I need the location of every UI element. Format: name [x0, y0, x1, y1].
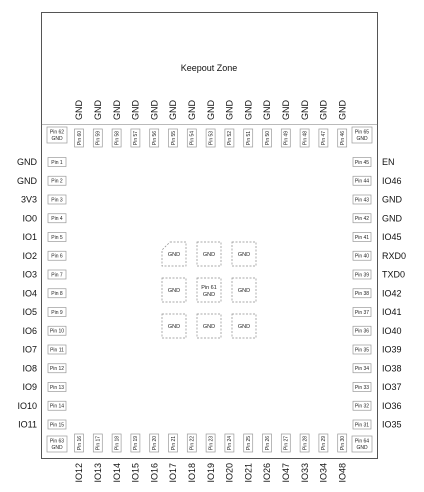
- corner-pin-signal: GND: [356, 445, 368, 451]
- center-ground-pads: [162, 242, 256, 338]
- left-signal-io4: IO4: [22, 288, 37, 299]
- right-pin-label: Pin 41: [354, 234, 370, 241]
- bottom-pin-label: Pin 28: [302, 435, 309, 451]
- left-signal-io2: IO2: [22, 250, 37, 261]
- left-pin-label: Pin 11: [50, 347, 64, 354]
- top-pin-label: Pin 55: [170, 130, 177, 146]
- left-pin-label: Pin 14: [49, 403, 65, 410]
- left-pin-label: Pin 1: [51, 159, 63, 166]
- top-pin-label: Pin 54: [189, 130, 196, 146]
- right-signal-io38: IO38: [382, 363, 402, 374]
- module-outline: [42, 13, 378, 459]
- right-pin-column: [353, 157, 406, 430]
- right-signal-rxd0: RXD0: [382, 250, 407, 261]
- right-signal-txd0: TXD0: [382, 269, 406, 280]
- right-pin-label: Pin 38: [354, 291, 370, 298]
- right-pin-label: Pin 36: [354, 328, 370, 335]
- bottom-pin-label: Pin 17: [95, 435, 102, 451]
- right-signal-gnd: GND: [382, 194, 402, 205]
- right-signal-io37: IO37: [382, 382, 402, 393]
- right-pin-label: Pin 40: [354, 253, 370, 260]
- right-signal-en: EN: [382, 157, 395, 168]
- keepout-zone-label: Keepout Zone: [180, 63, 238, 73]
- left-pin-label: Pin 9: [51, 309, 63, 316]
- bottom-signal-io19: IO19: [205, 463, 216, 483]
- pad-label: GND: [167, 324, 181, 330]
- left-pin-label: Pin 2: [51, 178, 63, 185]
- corner-pin-label: Pin 63: [49, 438, 65, 445]
- left-pin-label: Pin 7: [51, 272, 63, 279]
- bottom-signal-io18: IO18: [187, 463, 197, 483]
- bottom-signal-io21: IO21: [243, 463, 254, 483]
- right-signal-io41: IO41: [382, 307, 402, 318]
- top-pin-label: Pin 57: [133, 130, 140, 146]
- corner-pin-signal: GND: [51, 445, 63, 451]
- left-signal-io10: IO10: [17, 400, 37, 411]
- pad-label: Pin 61: [201, 285, 217, 291]
- bottom-pin-label: Pin 25: [246, 435, 252, 451]
- top-signal-gnd: GND: [337, 100, 348, 120]
- left-signal-io0: IO0: [22, 213, 37, 224]
- top-signal-gnd: GND: [111, 100, 122, 120]
- bottom-signal-io26: IO26: [262, 463, 273, 483]
- top-signal-gnd: GND: [243, 100, 254, 120]
- corner-pin-signal: GND: [51, 136, 63, 142]
- top-pin-label: Pin 58: [114, 130, 121, 146]
- bottom-signal-io48: IO48: [337, 463, 348, 483]
- left-signal-gnd: GND: [17, 157, 37, 168]
- right-signal-io39: IO39: [382, 344, 402, 355]
- top-pin-label: Pin 48: [302, 130, 309, 146]
- left-signal-io3: IO3: [22, 269, 37, 280]
- top-pin-label: Pin 60: [76, 130, 83, 146]
- bottom-signal-io16: IO16: [149, 463, 160, 483]
- pad-label: GND: [237, 288, 251, 294]
- left-signal-io8: IO8: [22, 363, 37, 374]
- corner-pin-signal: GND: [356, 136, 368, 142]
- bottom-pin-label: Pin 20: [152, 435, 158, 451]
- right-pin-label: Pin 33: [354, 384, 370, 391]
- top-signal-gnd: GND: [130, 100, 141, 120]
- top-signal-gnd: GND: [93, 100, 103, 120]
- bottom-pin-label: Pin 29: [321, 435, 328, 451]
- corner-pin-label: Pin 65: [354, 129, 370, 136]
- right-pin-label: Pin 35: [354, 347, 370, 354]
- top-pin-label: Pin 47: [321, 130, 328, 146]
- pad-signal: GND: [202, 292, 216, 298]
- bottom-signal-io12: IO12: [74, 463, 85, 483]
- top-pin-label: Pin 59: [95, 130, 102, 146]
- corner-pin-label: Pin 62: [49, 129, 65, 136]
- right-pin-label: Pin 34: [354, 366, 370, 373]
- top-pin-row: [74, 100, 347, 148]
- top-pin-label: Pin 46: [340, 130, 346, 146]
- bottom-signal-io15: IO15: [130, 463, 141, 483]
- top-pin-label: Pin 52: [227, 130, 234, 146]
- top-pin-label: Pin 53: [208, 130, 215, 146]
- left-pin-label: Pin 6: [51, 253, 63, 260]
- left-signal-io5: IO5: [22, 307, 37, 318]
- bottom-pin-label: Pin 26: [264, 435, 271, 451]
- right-pin-label: Pin 44: [354, 178, 370, 185]
- left-signal-io6: IO6: [22, 325, 37, 336]
- right-pin-label: Pin 42: [354, 216, 370, 223]
- top-signal-gnd: GND: [149, 100, 160, 120]
- left-pin-label: Pin 3: [51, 197, 63, 204]
- bottom-pin-label: Pin 19: [133, 435, 140, 451]
- pad-label: GND: [237, 252, 251, 258]
- right-pin-label: Pin 45: [354, 159, 370, 166]
- bottom-pin-label: Pin 16: [76, 435, 83, 451]
- corner-pin-label: Pin 64: [354, 438, 370, 445]
- bottom-pin-label: Pin 27: [283, 435, 290, 451]
- left-signal-3v3: 3V3: [20, 194, 37, 205]
- right-signal-io36: IO36: [382, 400, 402, 411]
- left-pin-label: Pin 13: [49, 384, 65, 391]
- pad-label: GND: [202, 252, 216, 258]
- left-signal-io7: IO7: [22, 344, 37, 355]
- left-signal-io9: IO9: [22, 382, 37, 393]
- top-signal-gnd: GND: [299, 100, 310, 120]
- top-signal-gnd: GND: [74, 100, 85, 120]
- right-pin-label: Pin 39: [354, 272, 370, 279]
- top-pin-label: Pin 51: [246, 130, 252, 146]
- right-pin-label: Pin 32: [354, 403, 370, 410]
- top-signal-gnd: GND: [318, 100, 329, 120]
- bottom-signal-io13: IO13: [93, 463, 103, 483]
- bottom-pin-label: Pin 22: [189, 435, 196, 451]
- top-signal-gnd: GND: [262, 100, 273, 120]
- bottom-signal-io17: IO17: [168, 463, 179, 483]
- pad-label: GND: [167, 252, 181, 258]
- pad-label: GND: [202, 324, 216, 330]
- top-pin-label: Pin 49: [283, 130, 290, 146]
- pad-label: GND: [237, 324, 251, 330]
- right-pin-label: Pin 37: [354, 309, 370, 316]
- top-signal-gnd: GND: [224, 100, 235, 120]
- top-signal-gnd: GND: [187, 100, 197, 120]
- bottom-signal-io33: IO33: [299, 463, 310, 483]
- left-pin-label: Pin 12: [49, 366, 65, 373]
- bottom-signal-io20: IO20: [224, 463, 235, 483]
- bottom-signal-io34: IO34: [318, 463, 329, 483]
- top-signal-gnd: GND: [205, 100, 216, 120]
- bottom-pin-label: Pin 18: [114, 435, 121, 451]
- bottom-pin-label: Pin 30: [340, 435, 346, 451]
- bottom-pin-label: Pin 24: [227, 435, 234, 451]
- right-signal-io35: IO35: [382, 419, 402, 430]
- left-pin-label: Pin 4: [51, 216, 63, 223]
- left-pin-label: Pin 15: [49, 422, 65, 429]
- right-signal-io40: IO40: [382, 325, 402, 336]
- right-signal-io45: IO45: [382, 232, 402, 243]
- left-signal-io1: IO1: [22, 232, 37, 243]
- left-pin-label: Pin 5: [51, 234, 63, 241]
- bottom-signal-io14: IO14: [111, 463, 122, 483]
- right-signal-io46: IO46: [382, 175, 402, 186]
- bottom-pin-label: Pin 21: [170, 435, 177, 451]
- right-pin-label: Pin 31: [354, 422, 370, 429]
- top-pin-label: Pin 56: [152, 130, 158, 146]
- left-pin-label: Pin 8: [51, 291, 63, 298]
- pad-label: GND: [167, 288, 181, 294]
- top-pin-label: Pin 50: [264, 130, 271, 146]
- right-pin-label: Pin 43: [354, 197, 370, 204]
- bottom-pin-label: Pin 23: [208, 435, 215, 451]
- top-signal-gnd: GND: [281, 100, 291, 120]
- top-signal-gnd: GND: [168, 100, 179, 120]
- right-signal-io42: IO42: [382, 288, 402, 299]
- left-signal-gnd: GND: [17, 175, 37, 186]
- bottom-signal-io47: IO47: [281, 463, 291, 483]
- left-signal-io11: IO11: [18, 419, 37, 430]
- left-pin-label: Pin 10: [49, 328, 65, 335]
- right-signal-gnd: GND: [382, 213, 402, 224]
